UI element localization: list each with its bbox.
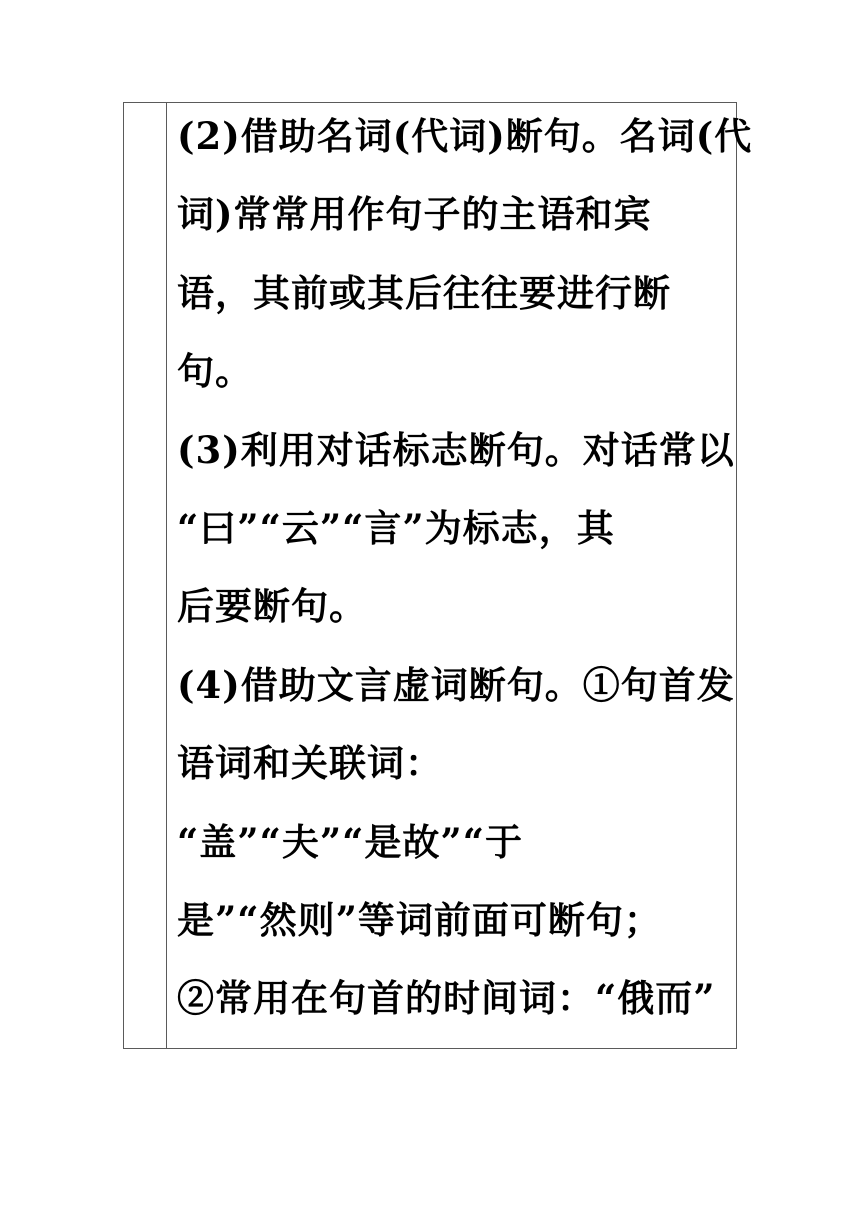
text-line: “盖”“夫”“是故”“于 [177, 819, 523, 864]
table-frame [123, 102, 753, 1049]
text-line: 词)常常用作句子的主语和宾 [177, 192, 652, 237]
left-column-cell [124, 103, 167, 1048]
text-line: (2)借助名词(代词)断句。名词(代 [177, 114, 753, 158]
text-line: 句。 [177, 349, 253, 394]
text-line: ②常用在句首的时间词：“俄而” [177, 976, 716, 1021]
text-line: 语词和关联词： [177, 741, 443, 786]
text-line: 语，其前或其后往往要进行断 [177, 270, 671, 315]
text-line: (4)借助文言虚词断句。①句首发 [177, 662, 735, 707]
text-line: (3)利用对话标志断句。对话常以 [177, 427, 735, 472]
content-cell [168, 103, 753, 1048]
text-line: “曰”“云”“言”为标志，其 [177, 505, 615, 550]
text-line: 是”“然则”等词前面可断句； [177, 897, 662, 942]
text-line: 后要断句。 [177, 584, 367, 629]
